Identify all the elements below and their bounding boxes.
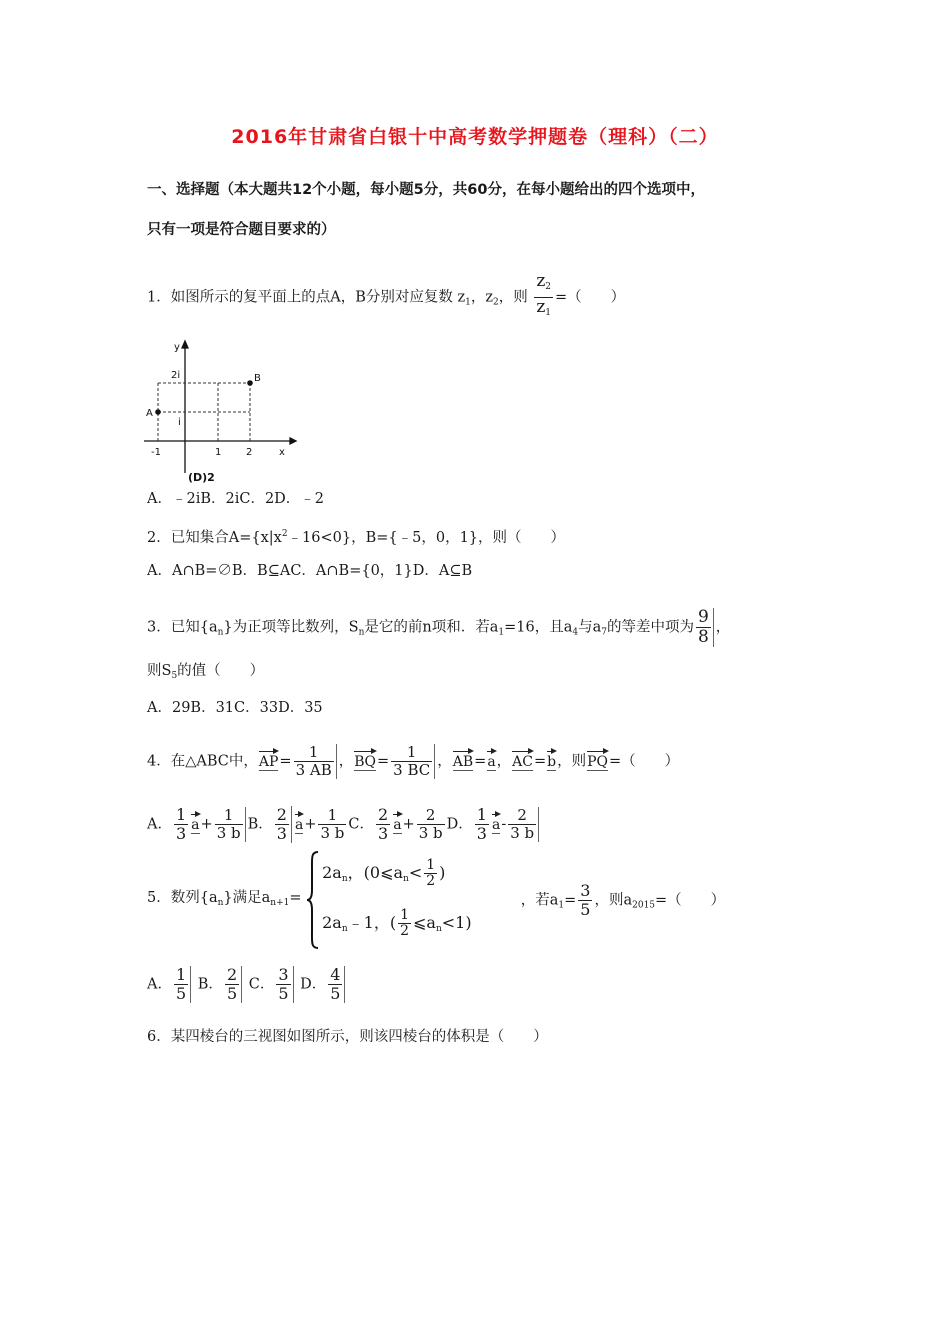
label-B: B	[254, 373, 261, 384]
x-axis-label: x	[279, 447, 285, 458]
vector-BQ: BQ	[354, 750, 376, 771]
section-heading-line2: 只有一项是符合题目要求的）	[147, 222, 336, 238]
vector-a: a	[487, 750, 495, 771]
question-1-options: A．﹣2iB．2iC．2D．﹣2	[147, 491, 325, 507]
vector-b: b	[547, 750, 556, 771]
tick-neg1: -1	[151, 447, 161, 458]
y-axis-label: y	[174, 342, 180, 353]
point-B	[247, 380, 253, 386]
question-3-line2: 则$S_5$的值（ ）	[147, 663, 265, 681]
page-title: 2016年甘肃省白银十中高考数学押题卷（理科）（二）	[231, 126, 719, 148]
question-2-options: A．A∩B=∅B．B⊆AC．A∩B={0，1}D．A⊆B	[147, 563, 473, 579]
label-2i: 2i	[171, 370, 181, 381]
question-5-options: A． $\frac{1}{5}$ B． $\frac{2}{5}$ C． $\frac{3}{5}$ D． $\frac{4}{5}$	[147, 966, 347, 1003]
vector-AB: AB	[453, 750, 473, 771]
vector-PQ: PQ	[587, 750, 608, 771]
point-A	[155, 409, 161, 415]
question-1: 1．如图所示的复平面上的点A，B分别对应复数 $z_1$，$z_2$，则 $\frac{z_2}{z_1}$ =（ ）	[147, 272, 625, 323]
complex-plane-figure	[140, 338, 300, 488]
piecewise-definition: $2a_n$，($0⩽a_n<$ $\frac{1}{2}$ ) $2a_n﹣1$，( $\frac{1}{2}$ $⩽a_n<1$)	[306, 850, 516, 950]
figure-caption: (D)2	[188, 471, 215, 484]
question-4-options: A． $\frac{1}{3}$ a+ $\frac{1}{3 b}$ B． $\frac{2}{3}$ a+ $\frac{1}{3 b}$ C． $\frac{2}{3}$ a+ $\frac{2}{3 b}$ D． $\frac{1}{3}$ a- $\frac{2}{3 b}$	[147, 806, 541, 843]
question-6: 6．某四棱台的三视图如图所示，则该四棱台的体积是（ ）	[147, 1029, 548, 1045]
fraction-1-3: $\frac{1}{3 AB}$	[294, 744, 337, 779]
tick-2: 2	[246, 447, 253, 458]
label-i: i	[178, 417, 181, 428]
fraction-9-8: $\frac{9}{8}$	[696, 608, 714, 647]
vector-AP: AP	[259, 750, 279, 771]
question-2: 2．已知集合$A=\{x|x^2﹣16<0\}$，B={﹣5，0，1}，则（ ）	[147, 529, 566, 546]
fraction-z2-over-z1: $\frac{z_2}{z_1}$	[536, 271, 552, 318]
question-3-options: A．29B．31C．33D．35	[147, 700, 323, 716]
tick-1: 1	[215, 447, 222, 458]
label-A: A	[146, 408, 153, 419]
section-heading-line1: 一、选择题（本大题共12个小题，每小题5分，共60分，在每小题给出的四个选项中，	[147, 182, 705, 198]
question-3: 3．已知$\{a_n\}$为正项等比数列，$S_n$是它的前n项和．若$a_1=16$，且$a_4$与$a_7$的等差中项为 $\frac{9}{8}$ ，	[147, 607, 731, 647]
question-5: 5．数列$\{a_n\}$满足$a_{n+1}=$ $2a_n$，($0⩽a_n<$ $\frac{1}{2}$ ) $2a_n﹣1$，( $\frac{1}{2}$ $⩽a_n<1$) ，若$a_1=$ $\frac{3}{5}$ ，则$a_{2015}=$（ ）	[147, 850, 725, 950]
vector-AC: AC	[512, 750, 533, 771]
question-4: 4．在△ABC中，AP= $\frac{1}{3 AB}$ ，BQ= $\frac{1}{3 BC}$ ，AB=a，AC=b，则PQ=（ ）	[147, 743, 680, 779]
